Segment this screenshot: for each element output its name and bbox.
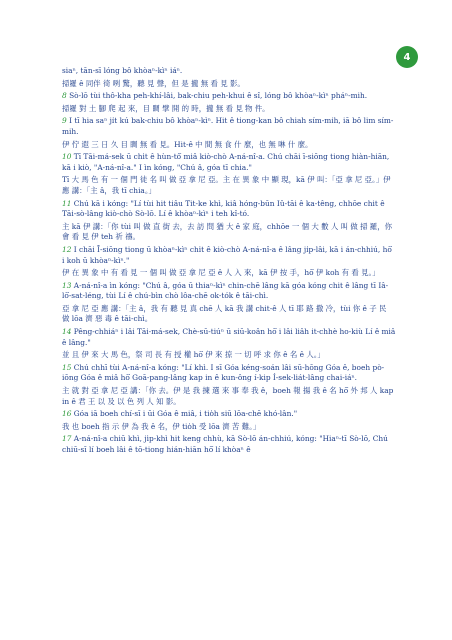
hanji-text: 主 就 對 亞 拿 尼 亞 講：「你 去。伊 是 我 揀 選 來 事 奉 我 ê，boeh 報 揚 我 ê 名 hō͘ 外 邦 人 kap in ê 君 王 以 及 以 色 列 人 知 影。 [62,386,394,406]
romanized-text: Góa iā boeh chí-sī i ūi Góa ê miâ, i tio̍h siū lōa-chē khó-lân." [73,409,298,419]
paragraph-hanji [62,350,396,361]
paragraph-hanji [62,104,396,115]
hanji-text: 伊 在 異 象 中 有 看 見 一 個 叫 做 亞 拿 尼 亞 ê 人 入 來，kā 伊 按 手，hō͘ 伊 koh 有 看 見。」 [62,268,380,278]
hanji-text: 伊 佇 遐 三 日 久 目 睭 無 看 見。Hit-ê 中 間 無 食 什 麼，也 無 啉 什 麼。 [62,139,313,149]
paragraph-hanji [62,386,396,407]
romanized-text: Chú chhī tùi A-ná-nî-a kóng: "Lí khì. I sī Góa kéng-soán lâi sū-hōng Góa ê, boeh pò-iōng Góa ê miâ hō͘ Goā-pang-lâng kap in ê kun-ông í-kip Í-sek-liát-lâng chai-iáⁿ. [62,362,385,383]
romanized-text: I tī hia saⁿ ji̍t kú bak-chiu bô khòaⁿ-kìⁿ. Hit ê tiong-kan bô chiah sím-mih, iā bô lim sím-mih. [62,116,394,136]
paragraph-hanji [62,79,396,90]
verse-number: 16 [62,409,72,419]
romanized-text: Chú kā i kóng: "Lí tùi hit tiâu Tit-ke khì, kiâ hóng-būn Iû-tāi ê ka-têng, chhōe chit ê Tāi-sò-lâng kiò-chò Sò-lō. Lí ê khòaⁿ-kìⁿ i teh kî-tó. [62,198,385,219]
paragraph-hanji [62,422,396,433]
romanized-text: Pêng-chhiáⁿ i lâi Tāi-má-sek, Chè-sū-tiúⁿ ū siū-koân hō͘ i lâi liâh it-chhè ho-kiù Lí ê miâ ê lâng." [62,327,396,347]
verse-number: 9 [62,116,67,126]
paragraph-romanized [62,409,396,420]
verse-number: 15 [62,362,72,372]
hanji-text: 亞 拿 尼 亞 應 講：「主 â，我 有 聽 見 真 chē 人 kā 我 講 chit-ê 人 tī 耶 路 撒 冷，tùi 你 ê 子 民 做 lōa 濟 惡 毒 ê tāi-chì。 [62,303,387,324]
page-number-badge: 4 [396,46,418,68]
verse-number: 10 [62,152,72,162]
paragraph-romanized [62,434,396,455]
hanji-text: 掃羅 ê 同伴 徛 咧 驚，聽 見 聲，但 是 攏 無 看 見 影。 [62,78,245,88]
hanji-text: 主 kā 伊 講：「你 tùi 叫 做 直 街 去，去 訪 問 猶 大 ê 家 庭，chhōe 一 個 大 數 人 叫 做 掃 羅，你 會 看 見 伊 teh 祈 禱。 [62,221,392,242]
paragraph-romanized [62,327,396,348]
document-body [62,66,396,458]
paragraph-romanized [62,245,396,266]
verse-number: 8 [62,91,67,101]
paragraph-hanji [62,175,396,196]
romanized-text: siaⁿ, tān-sī lóng bô khòaⁿ-kìⁿ iáⁿ. [62,66,183,75]
paragraph-romanized [62,91,396,102]
verse-number: 13 [62,280,72,290]
paragraph-romanized [62,116,396,137]
romanized-text: A-ná-nî-a ìn kóng: "Chú â, góa ū thiaⁿ-kìⁿ chin-chē lâng kā góa kóng chit ê lâng tī Iâ-lō͘-sat-léng, tùi Lí ê chú-bìn chò lôa-chē ok-tók ê tāi-chì. [62,280,389,301]
paragraph-romanized [62,152,396,173]
hanji-text: 我 也 boeh 指 示 伊 為 我 ê 名，伊 tio̍h 受 lōa 濟 苦 難。」 [62,421,261,431]
paragraph-hanji [62,222,396,243]
hanji-text: 並 且 伊 來 大 馬 色，祭 司 長 有 授 權 hō͘ 伊 來 掠 一 切 呼 求 你 ê 名 ê 人。」 [62,350,325,360]
verse-number: 17 [62,434,72,444]
paragraph-romanized [62,281,396,302]
romanized-text: Tī Tāi-má-sek ū chi̍t ê hùn-tô͘ miâ kiò-chò A-ná-nî-a. Chú chāi ī-siōng tiong hiàn-hiān, kā i kiò, "A-ná-nî-a." I ìn kóng, "Chú â, góa tī chia." [62,152,390,172]
romanized-text: A-ná-nî-a chiū khì, ji̍p-khì hit keng chhù, kā Sò-lō án-chhiú, kóng: "Hiaⁿ-tī Sò-lō, Chú chiū-sī lí boeh lâi ê tō-tiong hián-hiān hō͘ lí khòaⁿ ê [62,434,388,454]
paragraph-romanized [62,199,396,220]
romanized-text: Sò-lō tùi thô-kha peh-khí-lâi, bak-chiu peh-khui ê sî, lóng bô khòaⁿ-kìⁿ pháⁿ-mih. [69,91,368,101]
verse-number: 14 [62,327,72,337]
paragraph-romanized [62,363,396,384]
paragraph-hanji [62,304,396,325]
verse-number: 11 [62,198,72,208]
hanji-text: 掃羅 對 土 腳 爬 起 來，目 睭 擘 開 的 時，攏 無 看 見 物 件。 [62,103,270,113]
paragraph-romanized [62,66,396,77]
hanji-text: Tī 大 馬 色 有 一 個 門 徒 名 叫 做 亞 拿 尼 亞。主 在 異 象 中 顯 現，kā 伊 叫：「亞 拿 尼 亞。」伊 應 講：「主 â，我 tī chia。」 [62,175,391,195]
paragraph-hanji [62,140,396,151]
paragraph-hanji [62,268,396,279]
verse-number: 12 [62,244,72,254]
romanized-text: I chāi Ī-siōng tiong ū khòaⁿ-kìⁿ chi̍t ê kiò-chò A-ná-nî-a ê lâng ji̍p-lâi, kā i án-chhiú, hō͘ i koh ū khòaⁿ-kìⁿ." [62,244,392,265]
